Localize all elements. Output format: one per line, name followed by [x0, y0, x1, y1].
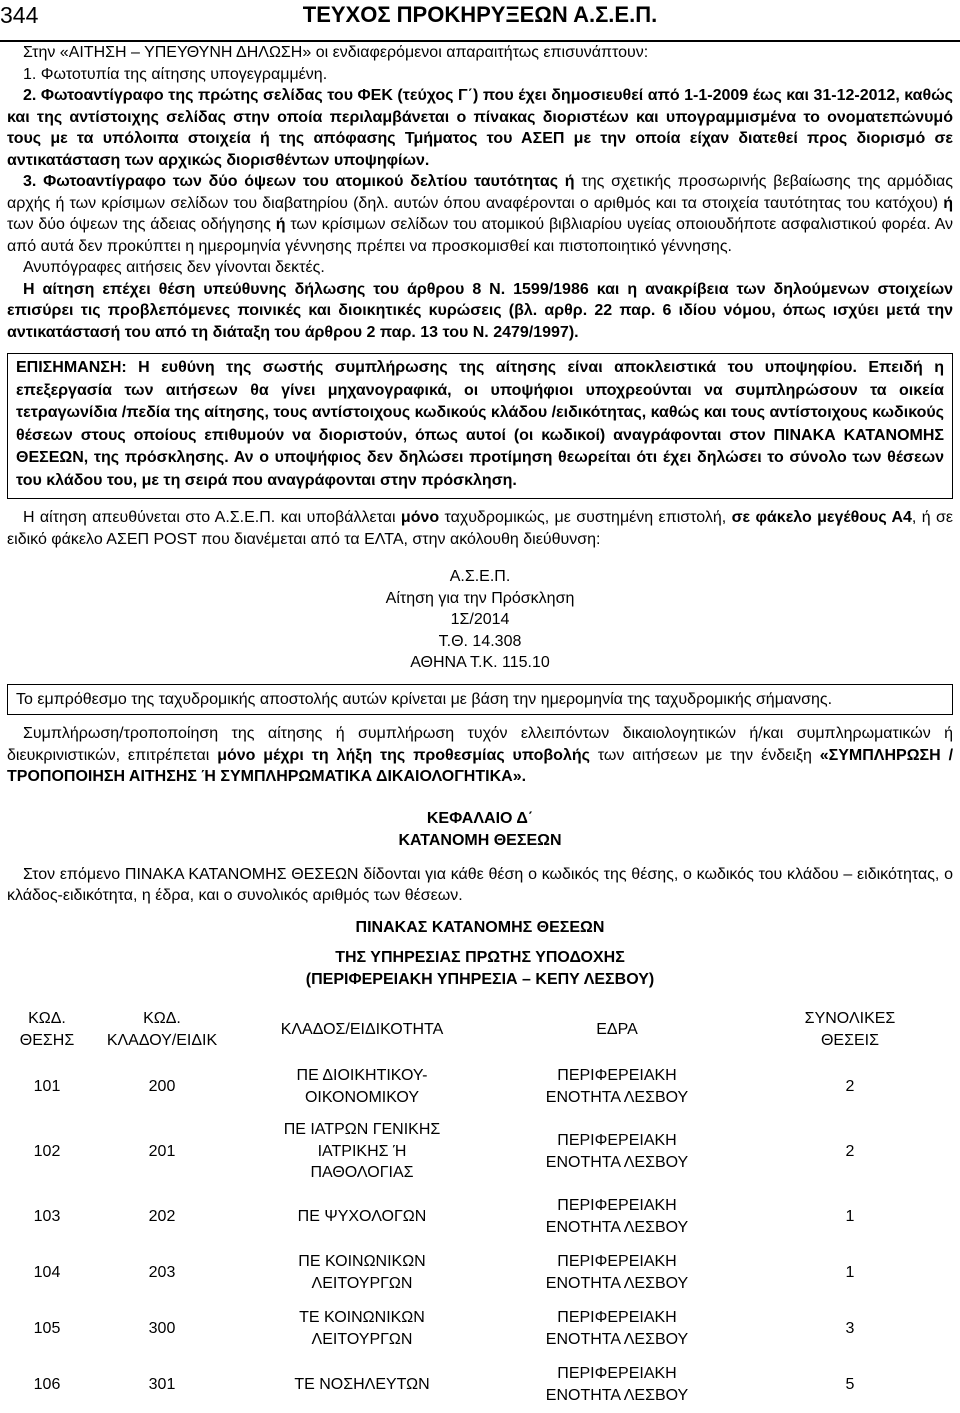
legal-declaration: Η αίτηση επέχει θέση υπεύθυνης δήλωσης του άρθρου 8 Ν. 1599/1986 και η ανακρίβεια των δηλούμενων στοιχείων επισύρει τις προβλεπόμενες ποινικές και διοικητικές κυρώσεις (βλ. αρθρ. 22 παρ. 6 ιδίου νόμου, όπως ισχύει μετά την αντικατάστασή του από τη διάταξη του άρθρου 2 παρ. 13 του Ν. 2479/1997). [7, 280, 953, 341]
submission-part2: ταχυδρομικώς, με συστημένη επιστολή, [439, 509, 732, 526]
completion-paragraph [7, 723, 953, 788]
cell-branch: ΠΕ ΨΥΧΟΛΟΓΩΝ [297, 1207, 427, 1225]
table-subtitle-line-1: ΤΗΣ ΥΠΗΡΕΣΙΑΣ ΠΡΩΤΗΣ ΥΠΟΔΟΧΗΣ [335, 948, 625, 966]
cell-position-code: 106 [33, 1375, 61, 1393]
cell-branch-code: 200 [148, 1077, 176, 1095]
cell-branch-code: 301 [148, 1375, 176, 1393]
cell-branch-code: 300 [148, 1319, 176, 1337]
attachment-item-1: 1. Φωτοτυπία της αίτησης υπογεγραμμένη. [23, 65, 328, 83]
submission-part3: , ή σε ειδικό φάκελο ΑΣΕΠ POST που διανέμεται από τα ΕΛΤΑ, στην ακόλουθη διεύθυνση: [7, 509, 954, 548]
table-row [7, 1115, 953, 1189]
attachment-item-3-or1: ή [943, 194, 953, 212]
page-number: 344 [0, 2, 39, 28]
completion-part2: των αιτήσεων με την ένδειξη [589, 746, 820, 764]
journal-title: ΤΕΥΧΟΣ ΠΡΟΚΗΡΥΞΕΩΝ Α.Σ.Ε.Π. [302, 2, 658, 27]
table-body [7, 1059, 953, 1413]
table-row [7, 1189, 953, 1245]
notice-box [7, 353, 953, 499]
cell-total: 2 [845, 1077, 855, 1095]
cell-branch-code: 201 [148, 1142, 176, 1160]
submission-only: μόνο [400, 509, 440, 526]
completion-deadline: μόνο μέχρι τη λήξη της προθεσμίας υποβολής [217, 746, 590, 764]
cell-seat: ΠΕΡΙΦΕΡΕΙΑΚΗ ΕΝΟΤΗΤΑ ΛΕΣΒΟΥ [545, 1197, 689, 1236]
cell-position-code: 105 [33, 1319, 61, 1337]
submission-paragraph [7, 507, 953, 550]
header-seat: ΕΔΡΑ [596, 1020, 638, 1038]
cell-seat: ΠΕΡΙΦΕΡΕΙΑΚΗ ΕΝΟΤΗΤΑ ΛΕΣΒΟΥ [545, 1365, 689, 1404]
deadline-text: Το εμπρόθεσμο της ταχυδρομικής αποστολής αυτών κρίνεται με βάση την ημερομηνία της ταχυδρομικής σήμανσης. [16, 690, 833, 708]
header-branch: ΚΛΑΔΟΣ/ΕΙΔΙΚΟΤΗΤΑ [280, 1020, 444, 1038]
allocation-intro: Στον επόμενο ΠΙΝΑΚΑ ΚΑΤΑΝΟΜΗΣ ΘΕΣΕΩΝ δίδονται για κάθε θέση ο κωδικός της θέσης, ο κωδικός του κλάδου – ειδικότητας, ο κλάδος-ειδικότητα, η έδρα, και ο συνολικός αριθμός των θέσεων. [7, 865, 953, 904]
cell-seat: ΠΕΡΙΦΕΡΕΙΑΚΗ ΕΝΟΤΗΤΑ ΛΕΣΒΟΥ [545, 1132, 689, 1171]
mailing-address [7, 566, 953, 674]
attachment-item-3-part3: των κρίσιμων σελίδων του ατομικού βιβλιαρίου υγείας οποιουδήποτε ασφαλιστικού φορέα. Αν από αυτά δεν προκύπτει η ημερομηνία γέννησης πρέπει να προσκομισθεί και πιστοποιητικό γέννησης. [7, 216, 953, 255]
attachment-item-3-part2: των δύο όψεων της άδειας οδήγησης [7, 216, 276, 233]
table-header-row [7, 1001, 953, 1059]
cell-position-code: 103 [33, 1207, 61, 1225]
allocation-table [7, 1001, 953, 1413]
cell-branch: ΠΕ ΔΙΟΙΚΗΤΙΚΟΥ- ΟΙΚΟΝΟΜΙΚΟΥ [296, 1067, 428, 1106]
deadline-box [7, 684, 953, 716]
cell-seat: ΠΕΡΙΦΕΡΕΙΑΚΗ ΕΝΟΤΗΤΑ ΛΕΣΒΟΥ [545, 1067, 689, 1106]
address-line-2: Αίτηση για την Πρόσκληση [385, 589, 575, 607]
attachments-intro: Στην «ΑΙΤΗΣΗ – ΥΠΕΥΘΥΝΗ ΔΗΛΩΣΗ» οι ενδιαφερόμενοι απαραιτήτως επισυνάπτουν: [23, 44, 649, 61]
table-title: ΠΙΝΑΚΑΣ ΚΑΤΑΝΟΜΗΣ ΘΕΣΕΩΝ [355, 918, 605, 936]
address-line-3: 1Σ/2014 [450, 611, 510, 628]
cell-branch: ΠΕ ΚΟΙΝΩΝΙΚΩΝ ΛΕΙΤΟΥΡΓΩΝ [298, 1253, 426, 1292]
submission-envelope: σε φάκελο μεγέθους Α4 [731, 509, 912, 526]
submission-part1: Η αίτηση απευθύνεται στο Α.Σ.Ε.Π. και υποβάλλεται [23, 509, 401, 526]
table-row [7, 1357, 953, 1413]
attachment-item-3 [7, 171, 953, 257]
chapter-heading [7, 808, 953, 852]
unsigned-note: Ανυπόγραφες αιτήσεις δεν γίνονται δεκτές. [23, 259, 325, 276]
table-row [7, 1245, 953, 1301]
attachment-item-3-part1: της σχετικής προσωρινής βεβαίωσης της αρμόδιας αρχής ή των κρίσιμων σελίδων του διαβατηρίου (δηλ. αυτών όπου αναφέρονται ο αριθμός και τα στοιχεία ταυτότητας του κατόχου) [7, 173, 953, 212]
table-subtitle [7, 947, 953, 991]
attachment-item-3-or2: ή [275, 216, 286, 233]
table-row [7, 1059, 953, 1115]
header-branch-code: ΚΩΔ. ΚΛΑΔΟΥ/ΕΙΔΙΚ [106, 1010, 218, 1049]
header-total: ΣΥΝΟΛΙΚΕΣ ΘΕΣΕΙΣ [804, 1010, 896, 1049]
completion-part1: Συμπλήρωση/τροποποίηση της αίτησης ή συμπλήρωση τυχόν ελλειπόντων δικαιολογητικών ή/και συμπληρωματικών ή διευκρινιστικών, επιτρέπεται [7, 725, 953, 764]
address-line-5: ΑΘΗΝΑ Τ.Κ. 115.10 [410, 654, 550, 671]
cell-position-code: 101 [33, 1077, 61, 1095]
page-header [0, 2, 960, 32]
address-line-1: Α.Σ.Ε.Π. [449, 568, 511, 585]
cell-position-code: 102 [33, 1142, 61, 1160]
attachment-item-2: 2. Φωτοαντίγραφο της πρώτης σελίδας του ΦΕΚ (τεύχος Γ΄) που έχει δημοσιευθεί από 1-1-2009 έως και 31-12-2012, καθώς και της αντίστοιχης σελίδας στην οποία περιλαμβάνεται ο πίνακας διοριστέων και υπογραμμισμένα το ονοματεπώνυμό τους με τα υπόλοιπα στοιχεία ή της απόφασης Τμήματος του ΑΣΕΠ με την οποία είχαν διατεθεί προς διορισμό σε αντικατάσταση των αρχικώς διορισθέντων υποψηφίων. [7, 87, 953, 169]
cell-branch: ΤΕ ΚΟΙΝΩΝΙΚΩΝ ΛΕΙΤΟΥΡΓΩΝ [299, 1309, 425, 1348]
address-line-4: Τ.Θ. 14.308 [438, 632, 522, 650]
cell-branch-code: 203 [148, 1263, 176, 1281]
notice-text: ΕΠΙΣΗΜΑΝΣΗ: Η ευθύνη της σωστής συμπλήρωσης της αίτησης είναι αποκλειστικά του υποψηφίου. Επειδή η επεξεργασία των αιτήσεων θα γίνει μηχανογραφικά, οι υποψήφιοι υποχρεούνται να συμπληρώσουν τα οικεία τετραγωνίδια /πεδία της αίτησης, τους αντίστοιχους κωδικούς κλάδου /ειδικότητας, καθώς και τους αντίστοιχους κωδικούς θέσεων στους οποίους επιθυμούν να διοριστούν, όπως αυτοί (οι κωδικοί) αναγράφονται στον ΠΙΝΑΚΑ ΚΑΤΑΝΟΜΗΣ ΘΕΣΕΩΝ, της πρόσκλησης. Αν ο υποψήφιος δεν δηλώσει προτίμηση θεωρείται ότι έχει δηλώσει το σύνολο των θέσεων του κλάδου του, με τη σειρά που αναγράφονται στην πρόσκληση. [16, 359, 944, 489]
cell-position-code: 104 [33, 1263, 61, 1281]
chapter-number: ΚΕΦΑΛΑΙΟ Δ΄ [426, 809, 534, 827]
cell-total: 5 [845, 1375, 855, 1393]
cell-seat: ΠΕΡΙΦΕΡΕΙΑΚΗ ΕΝΟΤΗΤΑ ΛΕΣΒΟΥ [545, 1253, 689, 1292]
completion-marking: «ΣΥΜΠΛΗΡΩΣΗ /ΤΡΟΠΟΠΟΙΗΣΗ ΑΙΤΗΣΗΣ Ή ΣΥΜΠΛΗΡΩΜΑΤΙΚΑ ΔΙΚΑΙΟΛΟΓΗΤΙΚΑ». [7, 746, 954, 785]
header-position-code: ΚΩΔ. ΘΕΣΗΣ [19, 1010, 75, 1049]
cell-seat: ΠΕΡΙΦΕΡΕΙΑΚΗ ΕΝΟΤΗΤΑ ΛΕΣΒΟΥ [545, 1309, 689, 1348]
attachment-item-3-lead: 3. Φωτοαντίγραφο των δύο όψεων του ατομικού δελτίου ταυτότητας ή [23, 173, 575, 190]
cell-total: 1 [845, 1207, 855, 1225]
cell-branch: ΠΕ ΙΑΤΡΩΝ ΓΕΝΙΚΗΣ ΙΑΤΡΙΚΗΣ Ή ΠΑΘΟΛΟΓΙΑΣ [283, 1121, 441, 1182]
chapter-title: ΚΑΤΑΝΟΜΗ ΘΕΣΕΩΝ [398, 831, 562, 849]
document-body [7, 42, 953, 1413]
cell-branch: ΤΕ ΝΟΣΗΛΕΥΤΩΝ [294, 1375, 430, 1393]
table-subtitle-line-2: (ΠΕΡΙΦΕΡΕΙΑΚΗ ΥΠΗΡΕΣΙΑ – ΚΕΠΥ ΛΕΣΒΟΥ) [305, 970, 655, 988]
cell-total: 2 [845, 1142, 855, 1160]
cell-branch-code: 202 [148, 1207, 176, 1225]
table-row [7, 1301, 953, 1357]
cell-total: 3 [845, 1319, 855, 1337]
cell-total: 1 [845, 1263, 855, 1281]
